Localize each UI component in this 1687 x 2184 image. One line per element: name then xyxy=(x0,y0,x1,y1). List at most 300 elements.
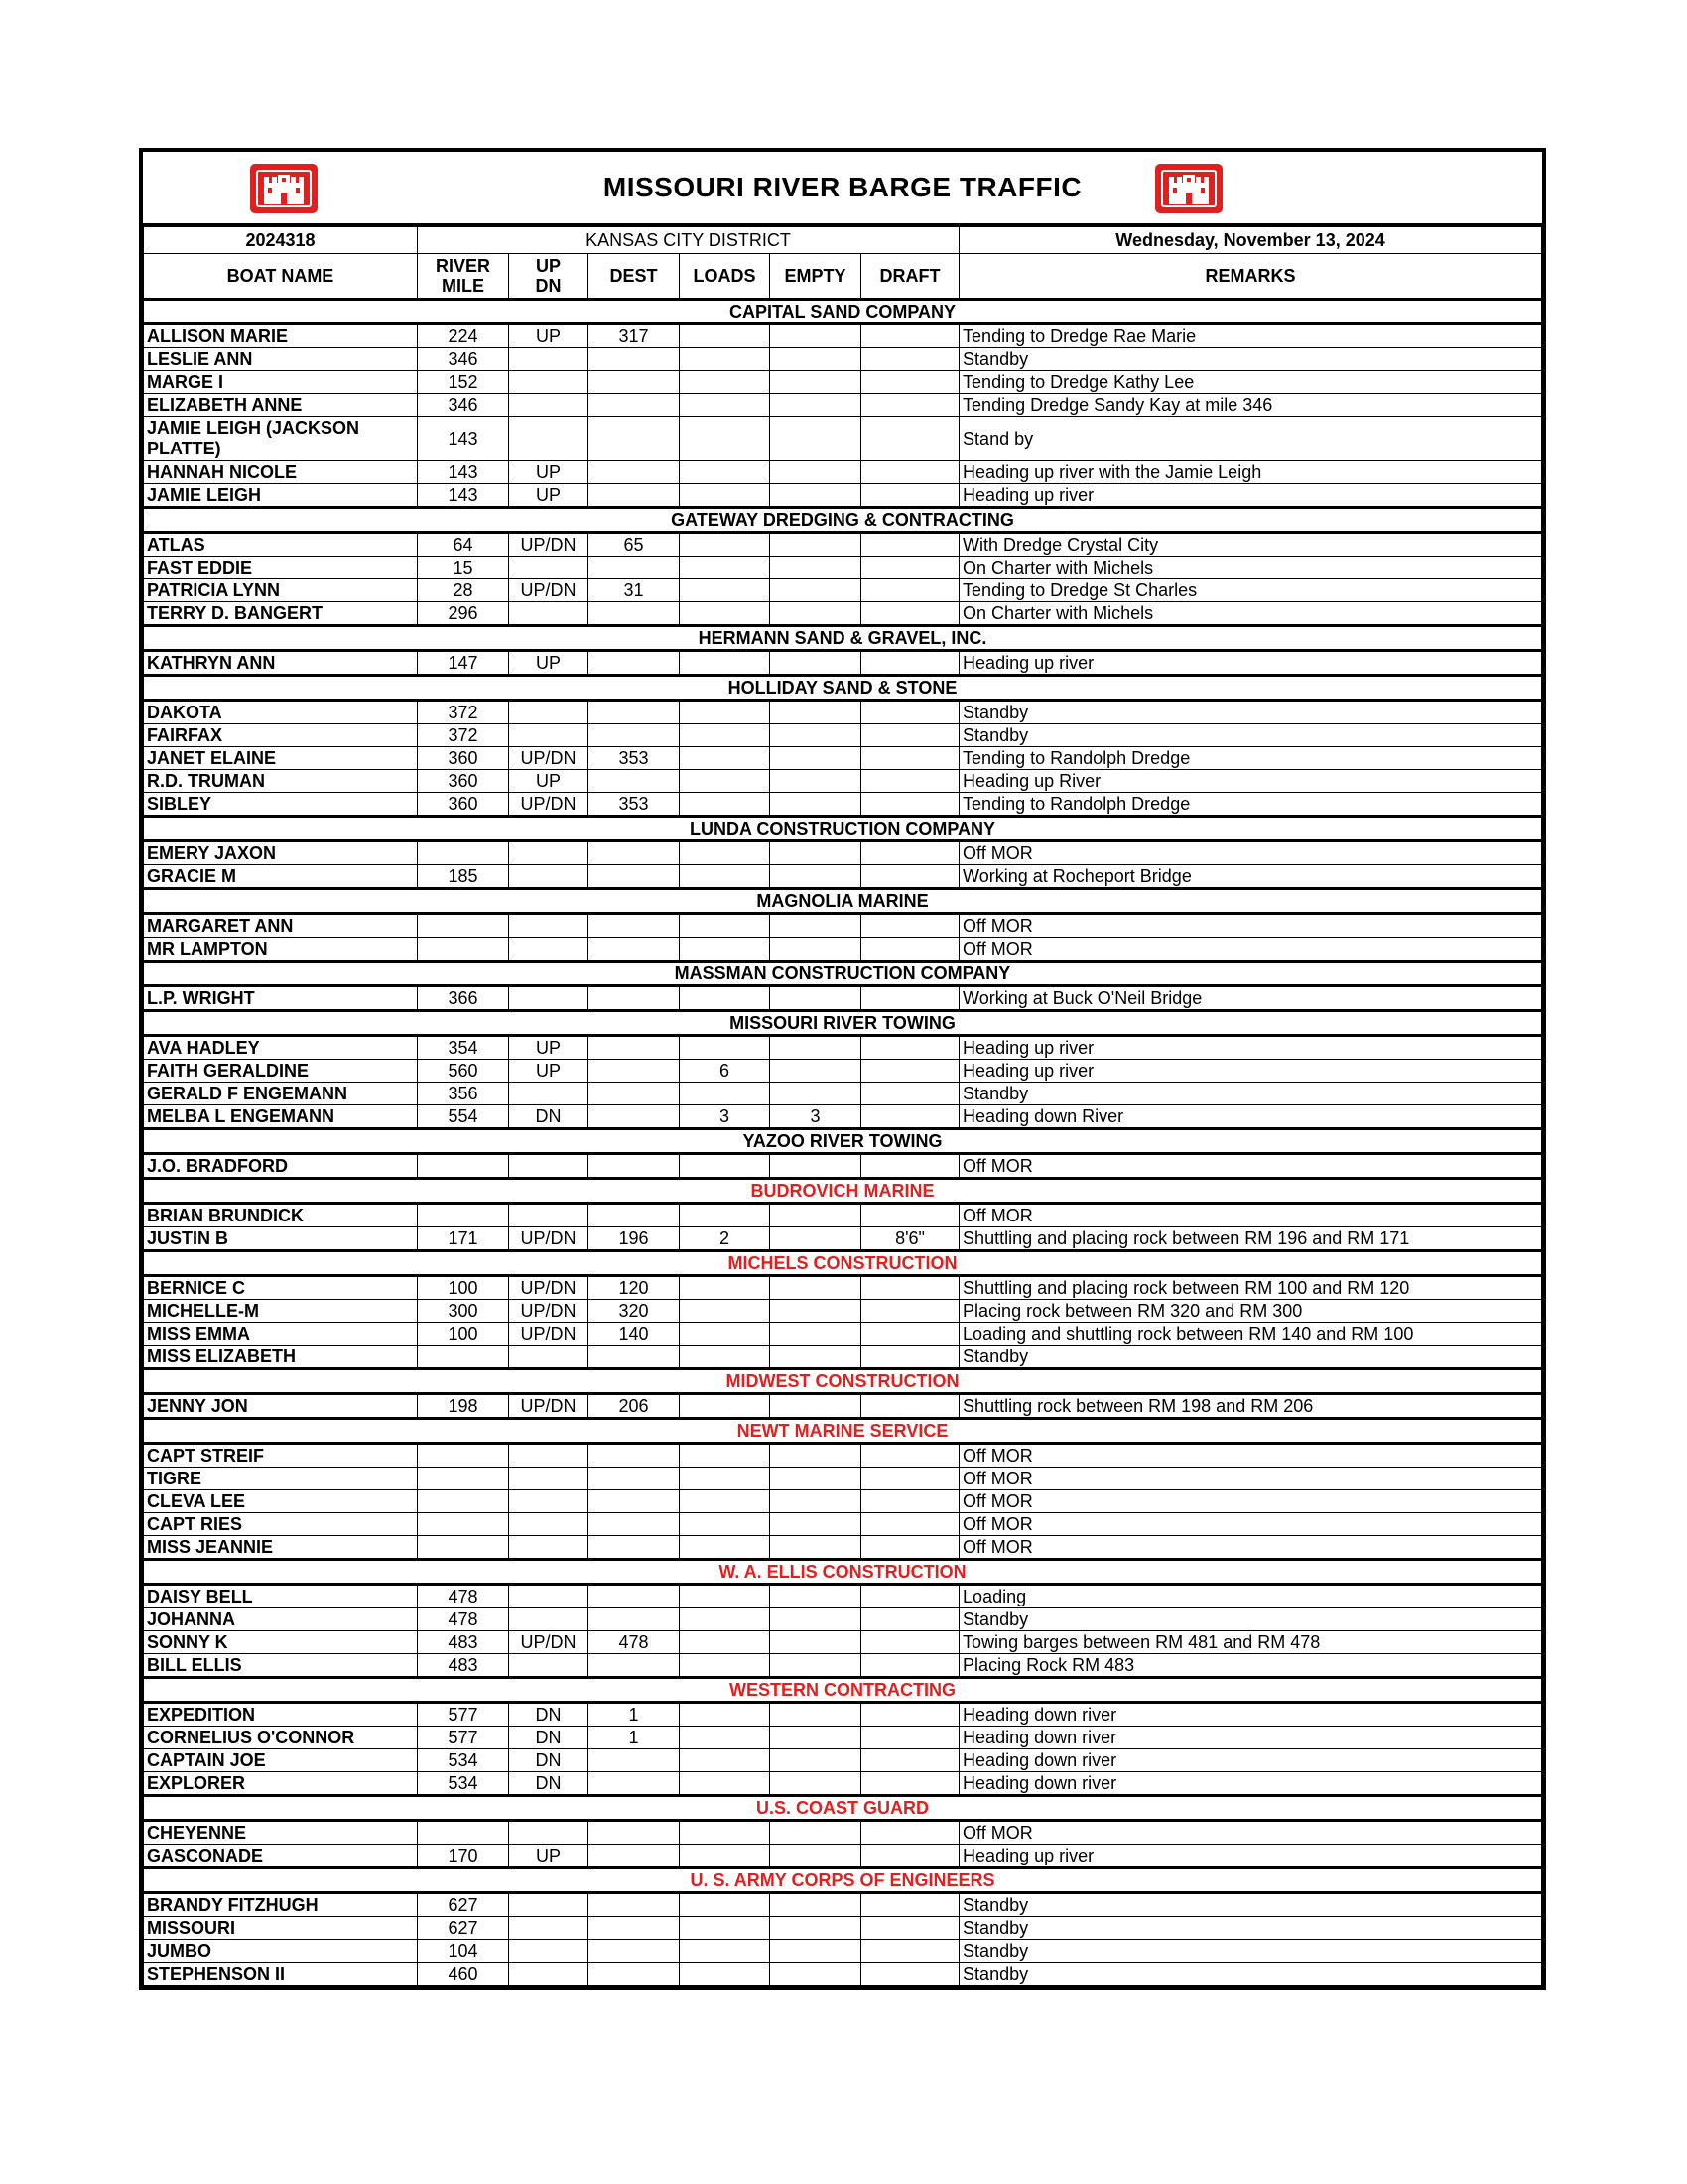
castle-icon xyxy=(1155,164,1223,213)
remarks-cell: Off MOR xyxy=(960,1154,1542,1179)
table-row xyxy=(144,1654,1542,1678)
draft-cell xyxy=(861,579,960,602)
remarks-cell: Off MOR xyxy=(960,1490,1542,1513)
direction-cell: DN xyxy=(509,1772,588,1796)
draft-cell xyxy=(861,747,960,770)
direction-cell xyxy=(509,1490,588,1513)
empty-cell xyxy=(770,324,861,348)
empty-cell xyxy=(770,793,861,817)
table-row xyxy=(144,371,1542,394)
col-loads: LOADS xyxy=(680,254,770,300)
direction-cell xyxy=(509,602,588,626)
empty-cell xyxy=(770,651,861,676)
direction-cell: UP/DN xyxy=(509,793,588,817)
draft-cell xyxy=(861,348,960,371)
company-name: CAPITAL SAND COMPANY xyxy=(144,300,1542,324)
remarks-cell: Tending Dredge Sandy Kay at mile 346 xyxy=(960,394,1542,417)
draft-cell xyxy=(861,1083,960,1105)
remarks-cell: Shuttling and placing rock between RM 100 and RM 120 xyxy=(960,1276,1542,1300)
loads-cell xyxy=(680,1536,770,1560)
direction-cell: UP/DN xyxy=(509,1631,588,1654)
destination-cell xyxy=(588,938,680,962)
company-name: U. S. ARMY CORPS OF ENGINEERS xyxy=(144,1868,1542,1893)
river-mile-cell xyxy=(418,914,509,938)
boat-name-cell: FAIRFAX xyxy=(144,724,418,747)
remarks-cell: Loading and shuttling rock between RM 140 and RM 100 xyxy=(960,1323,1542,1346)
draft-cell xyxy=(861,793,960,817)
empty-cell xyxy=(770,557,861,579)
draft-cell xyxy=(861,1394,960,1419)
destination-cell xyxy=(588,1893,680,1917)
company-header xyxy=(144,817,1542,841)
destination-cell xyxy=(588,1608,680,1631)
direction-cell xyxy=(509,1940,588,1963)
boat-name-cell: MARGE I xyxy=(144,371,418,394)
empty-cell xyxy=(770,1940,861,1963)
destination-cell xyxy=(588,394,680,417)
draft-cell xyxy=(861,1917,960,1940)
draft-cell xyxy=(861,938,960,962)
boat-name-cell: FAST EDDIE xyxy=(144,557,418,579)
destination-cell xyxy=(588,651,680,676)
empty-cell xyxy=(770,1513,861,1536)
table-row xyxy=(144,1940,1542,1963)
table-row xyxy=(144,1346,1542,1369)
empty-cell xyxy=(770,1204,861,1227)
boat-name-cell: CAPT STREIF xyxy=(144,1444,418,1468)
boat-name-cell: ELIZABETH ANNE xyxy=(144,394,418,417)
destination-cell: 320 xyxy=(588,1300,680,1323)
draft-cell xyxy=(861,1490,960,1513)
empty-cell xyxy=(770,1654,861,1678)
boat-name-cell: EXPLORER xyxy=(144,1772,418,1796)
direction-cell: UP xyxy=(509,1060,588,1083)
empty-cell xyxy=(770,1276,861,1300)
table-row xyxy=(144,1845,1542,1868)
company-header xyxy=(144,1011,1542,1036)
remarks-cell: Tending to Randolph Dredge xyxy=(960,793,1542,817)
empty-cell xyxy=(770,1821,861,1845)
river-mile-cell: 346 xyxy=(418,348,509,371)
draft-cell: 8'6" xyxy=(861,1227,960,1251)
remarks-cell: Standby xyxy=(960,1963,1542,1986)
direction-cell xyxy=(509,1154,588,1179)
loads-cell xyxy=(680,841,770,865)
draft-cell xyxy=(861,1060,960,1083)
destination-cell xyxy=(588,1917,680,1940)
river-mile-cell: 28 xyxy=(418,579,509,602)
river-mile-cell: 104 xyxy=(418,1940,509,1963)
table-row xyxy=(144,841,1542,865)
remarks-cell: Standby xyxy=(960,1893,1542,1917)
table-row xyxy=(144,1444,1542,1468)
empty-cell xyxy=(770,1036,861,1060)
boat-name-cell: AVA HADLEY xyxy=(144,1036,418,1060)
river-mile-cell: 356 xyxy=(418,1083,509,1105)
destination-cell: 120 xyxy=(588,1276,680,1300)
destination-cell xyxy=(588,1444,680,1468)
destination-cell xyxy=(588,417,680,461)
river-mile-cell: 143 xyxy=(418,484,509,508)
remarks-cell: Heading up River xyxy=(960,770,1542,793)
destination-cell xyxy=(588,1060,680,1083)
empty-cell xyxy=(770,394,861,417)
boat-name-cell: R.D. TRUMAN xyxy=(144,770,418,793)
company-name: GATEWAY DREDGING & CONTRACTING xyxy=(144,508,1542,533)
direction-cell xyxy=(509,1917,588,1940)
company-header xyxy=(144,889,1542,914)
draft-cell xyxy=(861,1105,960,1129)
draft-cell xyxy=(861,371,960,394)
remarks-cell: Heading up river xyxy=(960,1845,1542,1868)
draft-cell xyxy=(861,770,960,793)
boat-name-cell: EMERY JAXON xyxy=(144,841,418,865)
empty-cell xyxy=(770,1444,861,1468)
remarks-cell: Loading xyxy=(960,1585,1542,1608)
remarks-cell: Heading up river xyxy=(960,1060,1542,1083)
remarks-cell: Tending to Dredge Kathy Lee xyxy=(960,371,1542,394)
table-row xyxy=(144,1490,1542,1513)
report-id: 2024318 xyxy=(144,227,418,254)
boat-name-cell: BRANDY FITZHUGH xyxy=(144,1893,418,1917)
draft-cell xyxy=(861,1845,960,1868)
boat-name-cell: BRIAN BRUNDICK xyxy=(144,1204,418,1227)
loads-cell xyxy=(680,1727,770,1749)
destination-cell xyxy=(588,914,680,938)
direction-cell: UP/DN xyxy=(509,747,588,770)
destination-cell xyxy=(588,1749,680,1772)
direction-cell xyxy=(509,1585,588,1608)
remarks-cell: Standby xyxy=(960,1940,1542,1963)
draft-cell xyxy=(861,1300,960,1323)
remarks-cell: Off MOR xyxy=(960,938,1542,962)
boat-name-cell: PATRICIA LYNN xyxy=(144,579,418,602)
empty-cell xyxy=(770,1323,861,1346)
boat-name-cell: MICHELLE-M xyxy=(144,1300,418,1323)
boat-name-cell: CORNELIUS O'CONNOR xyxy=(144,1727,418,1749)
river-mile-cell: 198 xyxy=(418,1394,509,1419)
river-mile-cell xyxy=(418,1444,509,1468)
loads-cell xyxy=(680,1490,770,1513)
draft-cell xyxy=(861,724,960,747)
river-mile-cell: 360 xyxy=(418,770,509,793)
destination-cell: 206 xyxy=(588,1394,680,1419)
remarks-cell: Working at Rocheport Bridge xyxy=(960,865,1542,889)
remarks-cell: Heading down river xyxy=(960,1772,1542,1796)
loads-cell xyxy=(680,793,770,817)
table-row xyxy=(144,557,1542,579)
table-row xyxy=(144,1227,1542,1251)
boat-name-cell: ATLAS xyxy=(144,533,418,557)
barge-table xyxy=(143,226,1542,1986)
destination-cell: 196 xyxy=(588,1227,680,1251)
company-name: HOLLIDAY SAND & STONE xyxy=(144,676,1542,701)
direction-cell xyxy=(509,938,588,962)
empty-cell xyxy=(770,1394,861,1419)
river-mile-cell: 534 xyxy=(418,1772,509,1796)
direction-cell xyxy=(509,1083,588,1105)
boat-name-cell: MISS EMMA xyxy=(144,1323,418,1346)
empty-cell xyxy=(770,1083,861,1105)
empty-cell xyxy=(770,371,861,394)
destination-cell: 1 xyxy=(588,1727,680,1749)
draft-cell xyxy=(861,1323,960,1346)
direction-cell xyxy=(509,1536,588,1560)
draft-cell xyxy=(861,1963,960,1986)
header-row xyxy=(144,254,1542,300)
direction-cell xyxy=(509,557,588,579)
river-mile-cell: 360 xyxy=(418,747,509,770)
direction-cell xyxy=(509,371,588,394)
empty-cell xyxy=(770,1608,861,1631)
river-mile-cell xyxy=(418,1536,509,1560)
empty-cell xyxy=(770,770,861,793)
draft-cell xyxy=(861,1821,960,1845)
empty-cell xyxy=(770,1154,861,1179)
river-mile-cell: 143 xyxy=(418,417,509,461)
river-mile-cell xyxy=(418,938,509,962)
loads-cell xyxy=(680,1821,770,1845)
table-row xyxy=(144,1703,1542,1727)
direction-cell: UP xyxy=(509,770,588,793)
meta-row xyxy=(144,227,1542,254)
table-row xyxy=(144,770,1542,793)
empty-cell xyxy=(770,914,861,938)
table-row xyxy=(144,1893,1542,1917)
boat-name-cell: MELBA L ENGEMANN xyxy=(144,1105,418,1129)
remarks-cell: Standby xyxy=(960,724,1542,747)
table-row xyxy=(144,1917,1542,1940)
draft-cell xyxy=(861,1585,960,1608)
loads-cell xyxy=(680,557,770,579)
river-mile-cell: 360 xyxy=(418,793,509,817)
company-name: WESTERN CONTRACTING xyxy=(144,1678,1542,1703)
loads-cell xyxy=(680,747,770,770)
table-row xyxy=(144,747,1542,770)
loads-cell xyxy=(680,1963,770,1986)
loads-cell xyxy=(680,533,770,557)
destination-cell xyxy=(588,1468,680,1490)
remarks-cell: Heading up river with the Jamie Leigh xyxy=(960,461,1542,484)
direction-cell xyxy=(509,1963,588,1986)
direction-cell: DN xyxy=(509,1703,588,1727)
draft-cell xyxy=(861,1749,960,1772)
direction-cell xyxy=(509,1608,588,1631)
table-row xyxy=(144,793,1542,817)
table-row xyxy=(144,394,1542,417)
table-row xyxy=(144,602,1542,626)
boat-name-cell: CAPTAIN JOE xyxy=(144,1749,418,1772)
remarks-cell: Heading down River xyxy=(960,1105,1542,1129)
direction-cell xyxy=(509,1468,588,1490)
empty-cell xyxy=(770,348,861,371)
loads-cell xyxy=(680,701,770,724)
river-mile-cell: 478 xyxy=(418,1608,509,1631)
loads-cell xyxy=(680,1772,770,1796)
remarks-cell: Off MOR xyxy=(960,841,1542,865)
empty-cell xyxy=(770,865,861,889)
loads-cell xyxy=(680,1444,770,1468)
draft-cell xyxy=(861,865,960,889)
empty-cell xyxy=(770,417,861,461)
draft-cell xyxy=(861,1276,960,1300)
table-row xyxy=(144,1276,1542,1300)
destination-cell xyxy=(588,1845,680,1868)
empty-cell xyxy=(770,1060,861,1083)
company-header xyxy=(144,1251,1542,1276)
remarks-cell: Heading down river xyxy=(960,1727,1542,1749)
remarks-cell: On Charter with Michels xyxy=(960,602,1542,626)
remarks-cell: Heading up river xyxy=(960,1036,1542,1060)
empty-cell xyxy=(770,579,861,602)
empty-cell xyxy=(770,1468,861,1490)
direction-cell xyxy=(509,914,588,938)
direction-cell xyxy=(509,701,588,724)
col-dest: DEST xyxy=(588,254,680,300)
river-mile-cell: 100 xyxy=(418,1276,509,1300)
destination-cell: 478 xyxy=(588,1631,680,1654)
empty-cell xyxy=(770,1893,861,1917)
river-mile-cell: 366 xyxy=(418,986,509,1011)
empty-cell xyxy=(770,1346,861,1369)
direction-cell: UP/DN xyxy=(509,1323,588,1346)
boat-name-cell: MISSOURI xyxy=(144,1917,418,1940)
boat-name-cell: TERRY D. BANGERT xyxy=(144,602,418,626)
draft-cell xyxy=(861,1727,960,1749)
river-mile-cell: 185 xyxy=(418,865,509,889)
draft-cell xyxy=(861,1536,960,1560)
direction-cell xyxy=(509,1654,588,1678)
destination-cell xyxy=(588,1536,680,1560)
remarks-cell: Standby xyxy=(960,348,1542,371)
boat-name-cell: CHEYENNE xyxy=(144,1821,418,1845)
draft-cell xyxy=(861,1513,960,1536)
boat-name-cell: JANET ELAINE xyxy=(144,747,418,770)
company-header xyxy=(144,1678,1542,1703)
draft-cell xyxy=(861,1772,960,1796)
destination-cell xyxy=(588,1585,680,1608)
destination-cell xyxy=(588,1654,680,1678)
direction-cell xyxy=(509,417,588,461)
destination-cell xyxy=(588,1821,680,1845)
river-mile-cell: 300 xyxy=(418,1300,509,1323)
direction-cell: UP/DN xyxy=(509,579,588,602)
company-name: YAZOO RIVER TOWING xyxy=(144,1129,1542,1154)
table-row xyxy=(144,461,1542,484)
col-boat-name: BOAT NAME xyxy=(144,254,418,300)
boat-name-cell: DAKOTA xyxy=(144,701,418,724)
river-mile-cell: 554 xyxy=(418,1105,509,1129)
table-row xyxy=(144,417,1542,461)
loads-cell xyxy=(680,724,770,747)
river-mile-cell: 346 xyxy=(418,394,509,417)
loads-cell xyxy=(680,1608,770,1631)
draft-cell xyxy=(861,1703,960,1727)
remarks-cell: Off MOR xyxy=(960,1204,1542,1227)
direction-cell xyxy=(509,1346,588,1369)
boat-name-cell: GASCONADE xyxy=(144,1845,418,1868)
destination-cell: 140 xyxy=(588,1323,680,1346)
direction-cell: UP/DN xyxy=(509,1394,588,1419)
boat-name-cell: JOHANNA xyxy=(144,1608,418,1631)
river-mile-cell: 171 xyxy=(418,1227,509,1251)
company-header xyxy=(144,962,1542,986)
report-date: Wednesday, November 13, 2024 xyxy=(960,227,1542,254)
draft-cell xyxy=(861,1468,960,1490)
empty-cell xyxy=(770,1749,861,1772)
empty-cell xyxy=(770,1917,861,1940)
direction-cell: UP/DN xyxy=(509,1276,588,1300)
draft-cell xyxy=(861,1654,960,1678)
remarks-cell: Off MOR xyxy=(960,1513,1542,1536)
destination-cell xyxy=(588,1513,680,1536)
loads-cell xyxy=(680,324,770,348)
table-row xyxy=(144,1772,1542,1796)
destination-cell: 31 xyxy=(588,579,680,602)
remarks-cell: Placing Rock RM 483 xyxy=(960,1654,1542,1678)
company-header xyxy=(144,1560,1542,1585)
river-mile-cell: 560 xyxy=(418,1060,509,1083)
loads-cell xyxy=(680,1154,770,1179)
draft-cell xyxy=(861,1893,960,1917)
loads-cell xyxy=(680,1917,770,1940)
company-header xyxy=(144,1129,1542,1154)
boat-name-cell: LESLIE ANN xyxy=(144,348,418,371)
draft-cell xyxy=(861,1631,960,1654)
table-row xyxy=(144,579,1542,602)
remarks-cell: Standby xyxy=(960,1346,1542,1369)
direction-cell xyxy=(509,1513,588,1536)
river-mile-cell: 577 xyxy=(418,1703,509,1727)
river-mile-cell: 143 xyxy=(418,461,509,484)
table-row xyxy=(144,484,1542,508)
draft-cell xyxy=(861,701,960,724)
table-row xyxy=(144,1300,1542,1323)
remarks-cell: Tending to Dredge Rae Marie xyxy=(960,324,1542,348)
loads-cell xyxy=(680,770,770,793)
table-row xyxy=(144,865,1542,889)
remarks-cell: On Charter with Michels xyxy=(960,557,1542,579)
draft-cell xyxy=(861,1204,960,1227)
direction-cell: UP xyxy=(509,1036,588,1060)
loads-cell xyxy=(680,1940,770,1963)
direction-cell xyxy=(509,1821,588,1845)
destination-cell xyxy=(588,1204,680,1227)
destination-cell: 317 xyxy=(588,324,680,348)
destination-cell xyxy=(588,1490,680,1513)
loads-cell xyxy=(680,371,770,394)
river-mile-cell xyxy=(418,1490,509,1513)
remarks-cell: Standby xyxy=(960,1083,1542,1105)
company-name: LUNDA CONSTRUCTION COMPANY xyxy=(144,817,1542,841)
loads-cell xyxy=(680,602,770,626)
remarks-cell: Standby xyxy=(960,1917,1542,1940)
destination-cell: 65 xyxy=(588,533,680,557)
empty-cell xyxy=(770,986,861,1011)
table-row xyxy=(144,1631,1542,1654)
river-mile-cell: 577 xyxy=(418,1727,509,1749)
draft-cell xyxy=(861,1036,960,1060)
destination-cell xyxy=(588,770,680,793)
remarks-cell: Shuttling rock between RM 198 and RM 206 xyxy=(960,1394,1542,1419)
destination-cell xyxy=(588,1346,680,1369)
title-row xyxy=(143,152,1542,226)
direction-cell xyxy=(509,841,588,865)
table-row xyxy=(144,348,1542,371)
empty-cell xyxy=(770,747,861,770)
table-row xyxy=(144,651,1542,676)
draft-cell xyxy=(861,651,960,676)
